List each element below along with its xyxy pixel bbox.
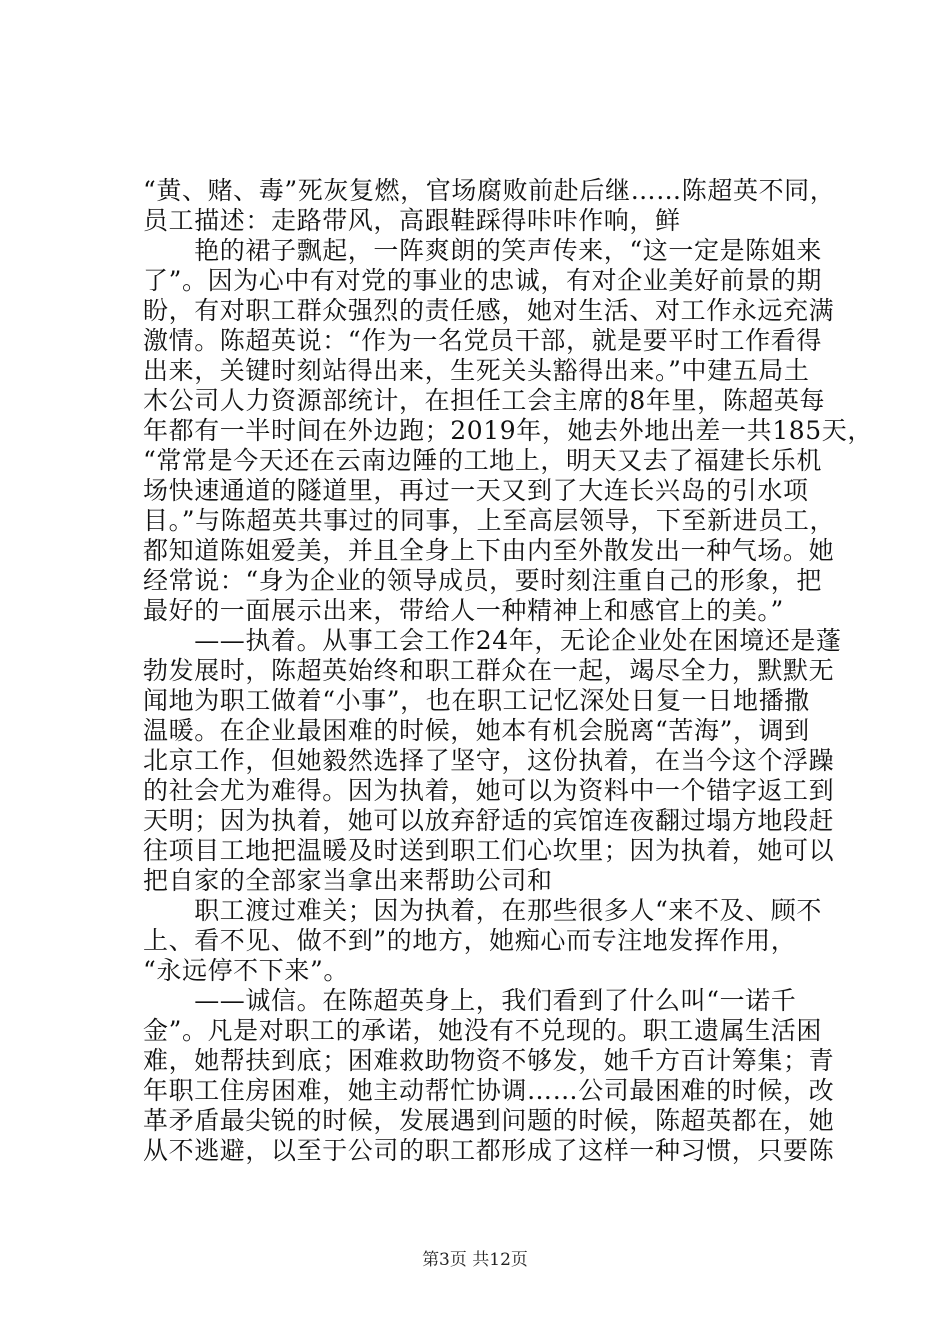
text-line: 盼，有对职工群众强烈的责任感，她对生活、对工作永远充满 (143, 296, 835, 325)
text-line: ——执着。从事工会工作24年，无论企业处在困境还是蓬 (143, 626, 842, 655)
text-line: 经常说：“身为企业的领导成员，要时刻注重自己的形象，把 (143, 566, 822, 595)
text-line: 艳的裙子飘起，一阵爽朗的笑声传来，“这一定是陈姐来 (143, 236, 822, 265)
text-line: 职工渡过难关；因为执着，在那些很多人“来不及、顾不 (143, 896, 822, 925)
body-text (143, 176, 873, 1166)
text-line: 革矛盾最尖锐的时候，发展遇到问题的时候，陈超英都在，她 (143, 1106, 835, 1135)
text-line: 天明；因为执着，她可以放弃舒适的宾馆连夜翻过塌方地段赶 (143, 806, 835, 835)
text-line: 激情。陈超英说：“作为一名党员干部，就是要平时工作看得 (143, 326, 822, 355)
text-line: 了”。因为心中有对党的事业的忠诚，有对企业美好前景的期 (143, 266, 822, 295)
text-line: 难，她帮扶到底；困难救助物资不够发，她千方百计筹集；青 (143, 1046, 835, 1075)
text-line: 勃发展时，陈超英始终和职工群众在一起，竭尽全力，默默无 (143, 656, 835, 685)
text-line: 目。”与陈超英共事过的同事，上至高层领导，下至新进员工， (143, 506, 836, 535)
text-line: 闻地为职工做着“小事”，也在职工记忆深处日复一日地播撒 (143, 686, 810, 715)
text-line: 年都有一半时间在外边跑；2019年，她去外地出差一共185天， (143, 416, 873, 445)
text-line: ——诚信。在陈超英身上，我们看到了什么叫“一诺千 (143, 986, 797, 1015)
text-line: 出来，关键时刻站得出来，生死关头豁得出来。”中建五局土 (143, 356, 810, 385)
text-line: 员工描述：走路带风，高跟鞋踩得咔咔作响，鲜 (143, 206, 681, 235)
text-line: “常常是今天还在云南边陲的工地上，明天又去了福建长乐机 (143, 446, 822, 475)
text-line: 都知道陈姐爱美，并且全身上下由内至外散发出一种气场。她 (143, 536, 835, 565)
page-number-footer: 第3页 共12页 (422, 1250, 528, 1270)
text-line: 温暖。在企业最困难的时候，她本有机会脱离“苦海”，调到 (143, 716, 810, 745)
text-line: 的社会尤为难得。因为执着，她可以为资料中一个错字返工到 (143, 776, 835, 805)
text-line: 年职工住房困难，她主动帮忙协调……公司最困难的时候，改 (143, 1076, 835, 1105)
text-line: 木公司人力资源部统计，在担任工会主席的8年里，陈超英每 (143, 386, 826, 415)
text-line: 把自家的全部家当拿出来帮助公司和 (143, 866, 553, 895)
text-line: 金”。凡是对职工的承诺，她没有不兑现的。职工遗属生活困 (143, 1016, 822, 1045)
text-line: 北京工作，但她毅然选择了坚守，这份执着，在当今这个浮躁 (143, 746, 835, 775)
text-line: 最好的一面展示出来，带给人一种精神上和感官上的美。” (143, 596, 784, 625)
text-line: 上、看不见、做不到”的地方，她痴心而专注地发挥作用， (143, 926, 797, 955)
text-line: “永远停不下来”。 (143, 956, 349, 985)
text-line: 从不逃避，以至于公司的职工都形成了这样一种习惯，只要陈 (143, 1136, 835, 1165)
text-line: 场快速通道的隧道里，再过一天又到了大连长兴岛的引水项 (143, 476, 809, 505)
text-line: 往项目工地把温暖及时送到职工们心坎里；因为执着，她可以 (143, 836, 835, 865)
text-line: “黄、赌、毒”死灰复燃，官场腐败前赴后继……陈超英不同， (143, 176, 836, 205)
